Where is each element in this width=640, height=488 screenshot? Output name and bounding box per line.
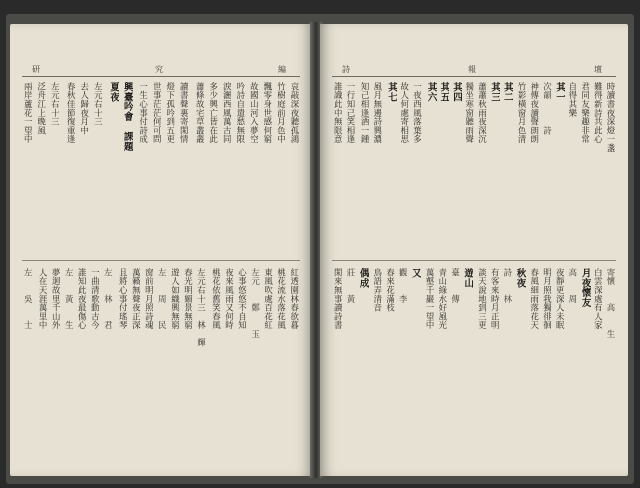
text-column: 兩岸蘆花一望中 bbox=[23, 82, 34, 144]
text-column: 自得其樂 bbox=[567, 82, 578, 118]
text-column: 故國山河入夢空 bbox=[249, 82, 260, 144]
text-column: 興臺吟會 課題 bbox=[121, 82, 133, 152]
text-column: 寄懷 高 生 bbox=[605, 268, 616, 339]
text-column: 吟詩自遣愁無限 bbox=[235, 82, 246, 144]
text-column: 一生心事付詩成 bbox=[138, 82, 149, 144]
text-column: 左元右十三 bbox=[50, 82, 61, 126]
text-column: 偶成 bbox=[357, 268, 369, 288]
text-column: 青山綠水好風光 bbox=[437, 268, 448, 330]
text-column: 東風吹處百花紅 bbox=[263, 268, 274, 330]
text-column: 高 周 bbox=[567, 268, 578, 304]
text-column: 讀書聲裏寄閑情 bbox=[179, 82, 190, 144]
text-column: 萬籟無聲夜正深 bbox=[131, 268, 142, 330]
left-top-row bbox=[22, 82, 300, 261]
text-column: 紅透園林春欲暮 bbox=[289, 268, 300, 330]
text-column: 去人歸夜月中 bbox=[79, 82, 90, 135]
left-page-body bbox=[22, 82, 300, 452]
text-column: 次韻 詩 bbox=[542, 82, 553, 135]
text-column: 且將心事付瑤琴 bbox=[118, 268, 129, 330]
right-header-right: 壇 bbox=[594, 65, 606, 74]
text-column: 閑來無事讀詩書 bbox=[333, 268, 344, 330]
text-column: 竹影橫窗月色清 bbox=[517, 82, 528, 144]
text-column: 泛舟江上晚風 bbox=[36, 82, 47, 135]
text-column: 又 bbox=[409, 268, 421, 278]
text-column: 白雲深處有人家 bbox=[593, 268, 604, 330]
text-column: 人在天涯萬里中 bbox=[38, 268, 49, 330]
text-column: 春風細雨落花天 bbox=[529, 268, 540, 330]
text-column: 夜靜更深人未眠 bbox=[555, 268, 566, 330]
text-column: 左元右十三 bbox=[93, 82, 104, 126]
text-column: 左元右十三 林 輝 bbox=[196, 268, 207, 348]
text-column: 左元 鄭 玉 bbox=[250, 268, 261, 339]
text-column: 一曲清歌動古今 bbox=[90, 268, 101, 330]
text-column: 神傳夜讀聲朗朗 bbox=[529, 82, 540, 144]
left-bottom-row bbox=[22, 268, 300, 448]
text-column: 難得新詩共此心 bbox=[593, 82, 604, 144]
text-column: 淚灑西風萬古同 bbox=[222, 82, 233, 144]
right-bottom-row bbox=[332, 268, 616, 448]
book-spread bbox=[6, 14, 634, 484]
right-header-middle: 報 bbox=[468, 65, 480, 74]
text-column: 燈下孤吟到五更 bbox=[165, 82, 176, 144]
text-column: 其五 bbox=[438, 82, 450, 102]
text-column: 獨坐寒窗聽雨聲 bbox=[464, 82, 475, 144]
text-column: 有客來時月正明 bbox=[490, 268, 501, 330]
right-page-header bbox=[332, 64, 616, 77]
text-column: 誰識此中無限意 bbox=[333, 82, 344, 144]
text-column: 心事悠悠不自知 bbox=[237, 268, 248, 330]
text-column: 其二 bbox=[501, 82, 513, 102]
text-column: 其一 bbox=[554, 82, 566, 102]
text-column: 春秋佳節復重逢 bbox=[66, 82, 77, 144]
text-column: 遊人如織興無窮 bbox=[170, 268, 181, 330]
text-column: 蕭條故宅草叢叢 bbox=[195, 82, 206, 144]
text-column: 鳥語弄清音 bbox=[372, 268, 383, 312]
text-column: 春來花滿枝 bbox=[385, 268, 396, 312]
text-column: 其六 bbox=[425, 82, 437, 102]
text-column: 莊 黃 bbox=[345, 268, 356, 304]
text-column: 誰知此夜最傷心 bbox=[77, 268, 88, 330]
text-column: 窗前明月照詩魂 bbox=[144, 268, 155, 330]
text-column: 一行知己笑相逢 bbox=[345, 82, 356, 144]
text-column: 左 林 君 bbox=[103, 268, 114, 330]
text-column: 夏夜 bbox=[108, 82, 120, 102]
text-column: 哀敲深夜聽孤鴻 bbox=[289, 82, 300, 144]
right-top-row bbox=[332, 82, 616, 261]
left-header-left: 研 bbox=[32, 65, 44, 74]
text-column: 詩 林 bbox=[502, 268, 513, 304]
text-column: 時讀書夜深燈一盞 bbox=[605, 82, 616, 153]
text-column: 左 周 民 bbox=[157, 268, 168, 330]
text-column: 世事茫茫何可問 bbox=[152, 82, 163, 144]
right-header-left: 詩 bbox=[342, 65, 354, 74]
text-column: 其七 bbox=[386, 82, 398, 102]
text-column: 桃花依舊笑春風 bbox=[211, 268, 222, 330]
text-column: 談天說地到三更 bbox=[477, 268, 488, 330]
text-column: 風月無邊詩興濃 bbox=[372, 82, 383, 144]
text-column: 觀 李 bbox=[398, 268, 409, 304]
text-column: 萬壑千巖一望中 bbox=[425, 268, 436, 330]
left-header-middle: 究 bbox=[155, 65, 167, 74]
text-column: 桃花流水落花風 bbox=[276, 268, 287, 330]
text-column: 夜來風雨又何時 bbox=[224, 268, 235, 330]
text-column: 一夜西風落葉多 bbox=[412, 82, 423, 144]
text-column: 秋夜 bbox=[514, 268, 526, 288]
text-column: 君同友樂趣非常 bbox=[580, 82, 591, 144]
left-header-right: 編 bbox=[278, 65, 290, 74]
right-page bbox=[320, 24, 628, 476]
text-column: 竹樹庭前月色中 bbox=[276, 82, 287, 144]
text-column: 遊山 bbox=[462, 268, 474, 288]
text-column: 左 吳 士 bbox=[23, 268, 34, 330]
text-column: 故人何處寄相思 bbox=[399, 82, 410, 144]
text-column: 臺 傳 bbox=[450, 268, 461, 304]
left-page bbox=[10, 24, 312, 476]
text-column: 蕭蕭秋雨夜深沉 bbox=[477, 82, 488, 144]
left-page-header bbox=[22, 64, 300, 77]
right-page-body bbox=[332, 82, 616, 452]
text-column: 其四 bbox=[451, 82, 463, 102]
text-column: 春光明媚景無窮 bbox=[183, 268, 194, 330]
text-column: 多少興亡皆在此 bbox=[208, 82, 219, 144]
text-column: 飄零身世感何窮 bbox=[262, 82, 273, 144]
text-column: 月夜懷友 bbox=[579, 268, 591, 308]
text-column: 夢迴故里千山外 bbox=[51, 268, 62, 330]
text-column: 其三 bbox=[489, 82, 501, 102]
text-column: 左 黃 生 bbox=[64, 268, 75, 330]
text-column: 知己相逢酒一鍾 bbox=[360, 82, 371, 144]
text-column: 明月照我獨徘徊 bbox=[542, 268, 553, 330]
